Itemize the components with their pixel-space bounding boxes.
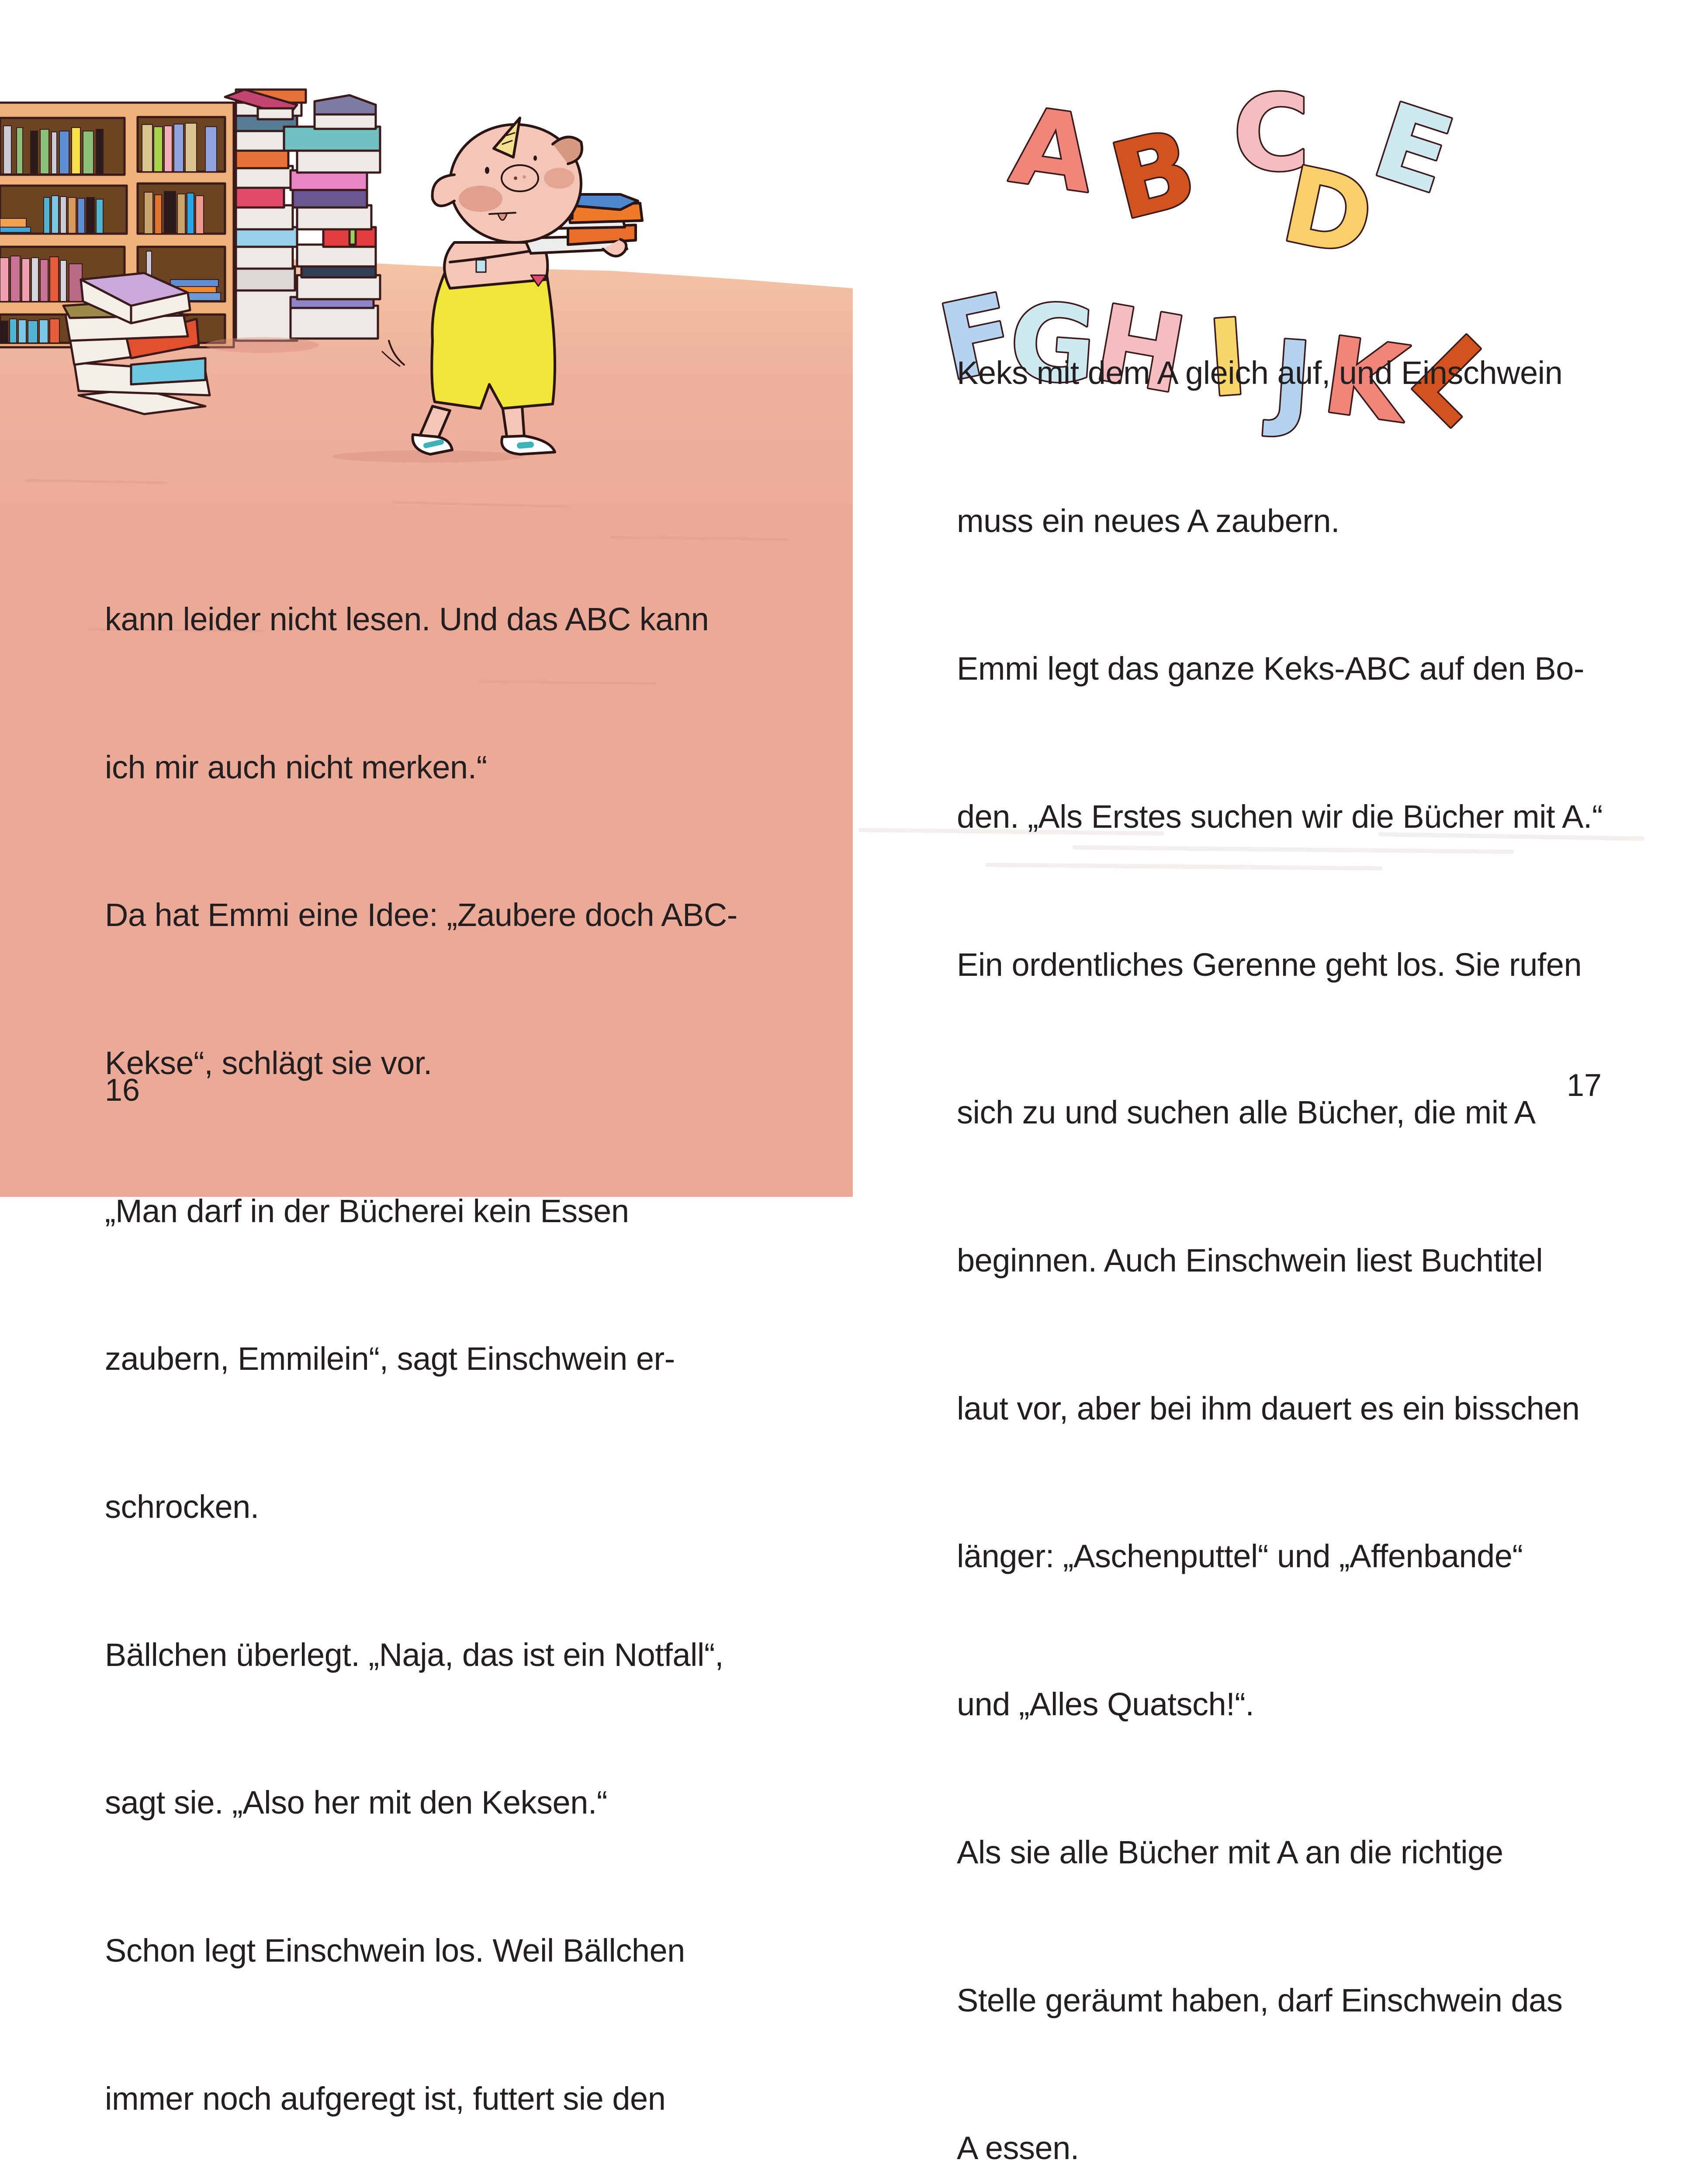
cookie-letter-d: D [1273, 143, 1384, 281]
cookie-letter-e: E [1360, 79, 1467, 218]
book-stack-tall-2 [284, 95, 380, 339]
cookie-letter-g: G [1005, 280, 1101, 408]
text-line: Keks mit dem A gleich auf, und Einschwein [957, 354, 1563, 391]
left-page-text [105, 496, 737, 2184]
book-stack-front [63, 273, 210, 414]
text-line: Stelle geräumt haben, darf Einschwein das [957, 1982, 1563, 2018]
text-line: immer noch aufgeregt ist, futtert sie den [105, 2080, 666, 2117]
cookie-letter-k: K [1316, 314, 1414, 446]
text-line: Da hat Emmi eine Idee: „Zaubere doch ABC- [105, 897, 737, 933]
cookie-letter-j: J [1268, 318, 1316, 442]
text-line: Bällchen überlegt. „Naja, das ist ein Notfall“, [105, 1636, 724, 1673]
page-number-left: 16 [105, 1073, 140, 1108]
text-line: Emmi legt das ganze Keks-ABC auf den Bo- [957, 650, 1585, 687]
text-line: den. „Als Erstes suchen wir die Bücher mit A.“ [957, 798, 1603, 835]
text-line: kann leider nicht lesen. Und das ABC kann [105, 601, 709, 637]
text-line: A essen. [957, 2130, 1079, 2167]
cookie-letter-i: I [1204, 296, 1252, 421]
cookie-letter-c: C [1232, 72, 1310, 194]
cookie-letter-h: H [1086, 281, 1194, 418]
right-page-text [957, 250, 1603, 2184]
text-line: sagt sie. „Also her mit den Keksen.“ [105, 1784, 608, 1821]
text-line: schrocken. [105, 1489, 259, 1525]
page-number-right: 17 [1567, 1068, 1602, 1103]
cookie-letter-b: B [1100, 106, 1207, 244]
text-line: muss ein neues A zaubern. [957, 502, 1340, 539]
cookie-letter-l: L [1388, 313, 1522, 447]
cookie-letter-f: F [929, 270, 1025, 405]
text-line: zaubern, Emmilein“, sagt Einschwein er- [105, 1341, 675, 1377]
left-page [0, 0, 853, 2117]
text-line: länger: „Aschenputtel“ und „Affenbande“ [957, 1538, 1523, 1575]
text-line: ich mir auch nicht merken.“ [105, 749, 487, 785]
library-illustration [0, 0, 853, 480]
cookie-letter-a: A [1004, 84, 1102, 217]
text-line: Ein ordentliches Gerenne geht los. Sie rufen [957, 946, 1582, 983]
text-line: und „Alles Quatsch!“. [957, 1686, 1254, 1723]
text-line: beginnen. Auch Einschwein liest Buchtitel [957, 1242, 1543, 1279]
text-line: Kekse“, schlägt sie vor. [105, 1044, 432, 1081]
text-line: Als sie alle Bücher mit A an die richtige [957, 1834, 1503, 1870]
einschwein-character [382, 118, 642, 454]
text-line: sich zu und suchen alle Bücher, die mit A [957, 1094, 1536, 1131]
text-line: „Man darf in der Bücherei kein Essen [105, 1192, 629, 1229]
text-line: laut vor, aber bei ihm dauert es ein bisschen [957, 1390, 1580, 1427]
text-line: Schon legt Einschwein los. Weil Bällchen [105, 1932, 685, 1969]
